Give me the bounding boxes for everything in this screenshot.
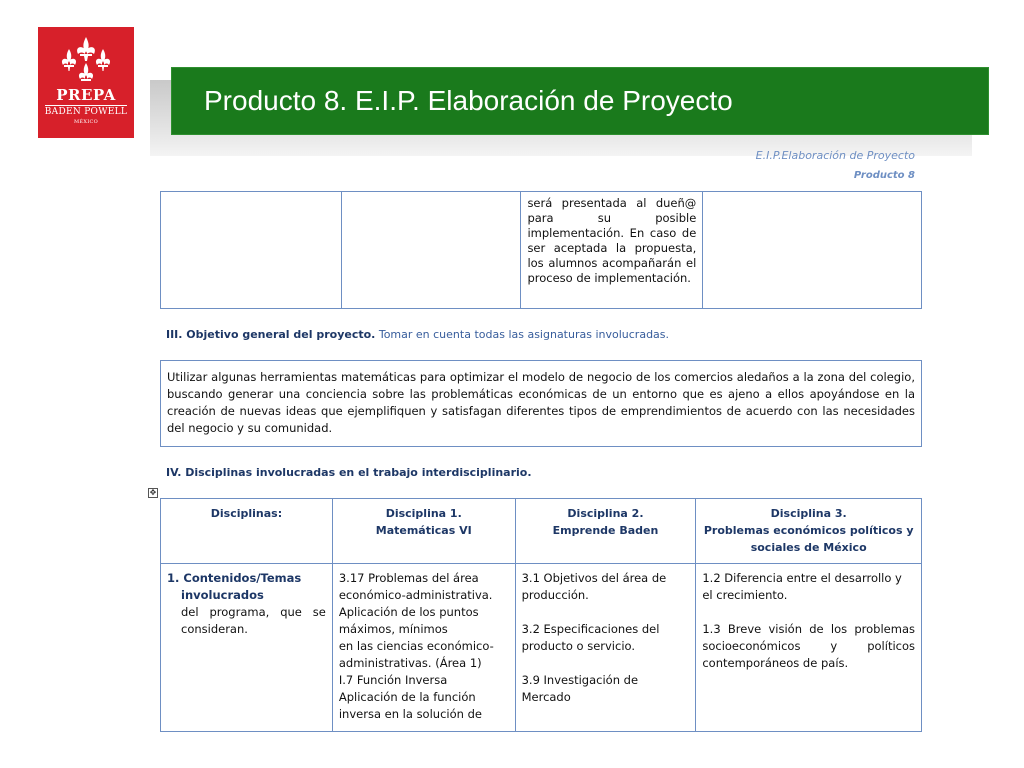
section-3-title: III. Objetivo general del proyecto.: [166, 328, 376, 341]
table-header-row: [161, 499, 922, 564]
slide-title: Producto 8. E.I.P. Elaboración de Proyecto: [204, 85, 733, 116]
row-contents-title-cell: [161, 564, 333, 732]
header-label: Problemas económicos políticos y sociales de México: [703, 524, 914, 554]
header-discipline-1: [332, 499, 515, 564]
content-line: 3.1 Objetivos del área de producción.: [521, 571, 667, 602]
content-line: 3.2 Especificaciones del producto o servicio.: [521, 622, 660, 653]
logo-location: MÉXICO: [73, 119, 99, 125]
header-label: Disciplina 2.: [567, 507, 644, 520]
content-line: Aplicación de los puntos máximos, mínimos: [338, 605, 479, 636]
table-row: [161, 192, 922, 309]
content-line: en las ciencias económico-administrativas. (Área 1): [338, 639, 494, 670]
spacer: [522, 655, 690, 672]
section-3-note: Tomar en cuenta todas las asignaturas involucradas.: [378, 328, 670, 341]
prepa-baden-powell-logo: [38, 27, 134, 138]
discipline-2-contents: [515, 564, 696, 732]
content-line: 1.3 Breve visión de los problemas socioeconómicos y políticos contemporáneos de país.: [702, 622, 915, 670]
spacer: [522, 604, 690, 621]
row-title: 1. Contenidos/Temas: [167, 571, 302, 585]
header-label: Disciplina 1.: [385, 507, 462, 520]
table-cell: [341, 192, 521, 309]
title-banner: [171, 67, 989, 135]
header-label: Disciplina 3.: [770, 507, 847, 520]
section-4-title: IV. Disciplinas involucradas en el trabajo interdisciplinario.: [166, 466, 532, 479]
discipline-3-contents: [696, 564, 922, 732]
disciplines-table: [160, 498, 922, 732]
header-discipline-2: [515, 499, 696, 564]
section-4-heading: [166, 466, 532, 479]
table-cell: [161, 192, 342, 309]
row-title: involucrados: [181, 588, 264, 602]
table-cell-text: será presentada al dueñ@ para su posible implementación. En caso de ser aceptada la propuesta, los alumnos acompañarán el proceso de implementación.: [521, 192, 703, 309]
header-discipline-3: [696, 499, 922, 564]
header-disciplinas: [161, 499, 333, 564]
content-line: I.7 Función Inversa: [338, 673, 448, 687]
content-line: 3.17 Problemas del área económico-administrativa.: [338, 571, 493, 602]
row-subtitle: del programa, que se consideran.: [181, 605, 326, 636]
doc-header-name: E.I.P.Elaboración de Proyecto: [755, 150, 915, 162]
table-cell: [703, 192, 922, 309]
fleur-de-lis-icon: [56, 35, 116, 85]
logo-name: PREPA: [56, 86, 116, 104]
objective-text: Utilizar algunas herramientas matemáticas para optimizar el modelo de negocio de los comercios aledaños a la zona del colegio, buscando generar una conciencia sobre las problemáticas económicas de un entorno que es ajeno a ellos apoyándose en la creación de nuevas ideas que ejemplifiquen y satisfagan diferentes tipos de emprendimientos de acuerdo con las necesidades del negocio y su comunidad.: [160, 360, 922, 447]
discipline-1-contents: [332, 564, 515, 732]
logo-subtitle: BADEN POWELL: [44, 107, 128, 117]
table-row: [161, 564, 922, 732]
section-3-heading: [166, 328, 669, 341]
content-line: Aplicación de la función inversa en la solución de: [338, 690, 482, 721]
doc-header-product: Producto 8: [853, 170, 915, 181]
header-label: Matemáticas VI: [375, 524, 472, 537]
table-move-handle-icon[interactable]: ✥: [149, 488, 157, 497]
header-label: Emprende Baden: [552, 524, 659, 537]
spacer: [702, 604, 915, 621]
content-line: 3.9 Investigación de Mercado: [521, 673, 639, 704]
content-line: 1.2 Diferencia entre el desarrollo y el crecimiento.: [702, 571, 902, 602]
header-label: Disciplinas:: [210, 507, 283, 520]
continuation-table: [160, 191, 922, 309]
